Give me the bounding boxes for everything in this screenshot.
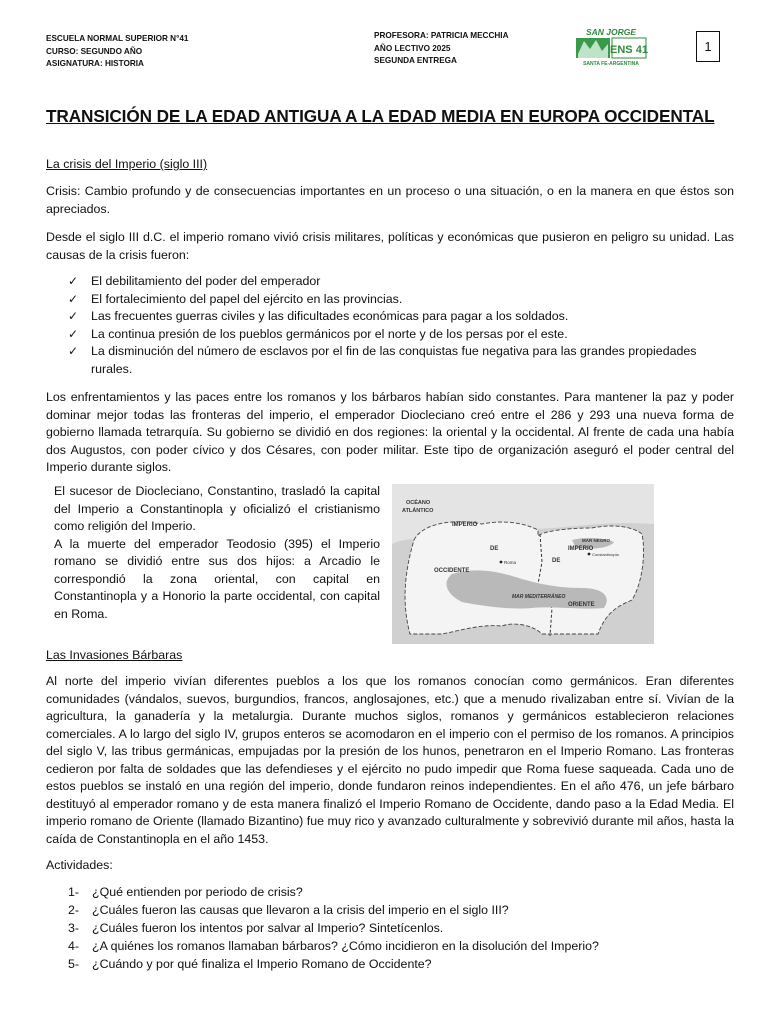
list-item bbox=[68, 937, 599, 955]
activities-list bbox=[68, 883, 599, 973]
list-item bbox=[68, 901, 599, 919]
map-label-black-sea: MAR NEGRO bbox=[582, 538, 610, 543]
checkmark-icon: ✓ bbox=[68, 274, 79, 288]
school-logo bbox=[574, 27, 648, 67]
map-label-west-1: IMPERIO bbox=[452, 522, 478, 528]
item-number: 1- bbox=[68, 885, 80, 899]
map-label-west-2: DE bbox=[490, 546, 499, 552]
header-school-info bbox=[46, 33, 188, 71]
delivery: SEGUNDA ENTREGA bbox=[374, 56, 457, 65]
cause-text: La continua presión de los pueblos germánicos por el norte y de los persas por el este. bbox=[91, 326, 568, 341]
question-text: ¿Cuáles fueron los intentos por salvar al Imperio? Sintetícenlos. bbox=[92, 921, 444, 935]
checkmark-icon: ✓ bbox=[68, 291, 79, 306]
map-label-west-3: OCCIDENTE bbox=[434, 568, 470, 574]
page-number: 1 bbox=[696, 31, 720, 62]
division-text-block bbox=[54, 483, 380, 623]
item-number: 5- bbox=[68, 957, 80, 971]
question-text: ¿A quiénes los romanos llamaban bárbaros? ¿Cómo incidieron en la disolución del Imperio? bbox=[92, 939, 599, 953]
item-number: 4- bbox=[68, 939, 80, 953]
cause-text: El debilitamiento del poder del emperador bbox=[91, 274, 321, 288]
map-label-rome: Roma bbox=[504, 560, 517, 565]
question-text: ¿Cuándo y por qué finaliza el Imperio Romano de Occidente? bbox=[92, 957, 432, 971]
item-number: 3- bbox=[68, 921, 80, 935]
division-paragraph: A la muerte del emperador Teodosio (395) el Imperio romano se dividió entre sus dos hijos: a Arcadio le correspondió la zona oriental, con capital en Constantinopla y a Honorio la parte occidental, con capital en Roma. bbox=[54, 536, 380, 621]
map-label-ocean-2: ATLÁNTICO bbox=[402, 508, 434, 514]
school-year: AÑO LECTIVO 2025 bbox=[374, 43, 451, 53]
school-name: ESCUELA NORMAL SUPERIOR N°41 bbox=[46, 34, 189, 43]
list-item bbox=[68, 919, 599, 937]
map-label-east-3: ORIENTE bbox=[568, 602, 595, 608]
cause-text: El fortalecimiento del papel del ejército en las provincias. bbox=[91, 291, 403, 306]
list-item bbox=[68, 273, 734, 291]
constantinople-marker bbox=[588, 553, 591, 556]
list-item bbox=[68, 883, 599, 901]
section-heading-crisis: La crisis del Imperio (siglo III) bbox=[46, 157, 208, 171]
tetrarchy-paragraph: Los enfrentamientos y las paces entre los romanos y los bárbaros habían sido constantes. Para mantener la paz y poder dominar mejor todas las fronteras del imperio, el emperador Diocleciano creó entre el 286 y 293 una nueva forma de gobierno llamada tetrarquía. Su gobierno se dividió en dos regiones: la oriental y la occidental. Al frente de cada una había dos Augustos, con poder cívico y dos Césares, con poder militar. Este tipo de organización aseguró el poder central del Imperio durante siglos. bbox=[46, 390, 734, 474]
rome-marker bbox=[500, 561, 503, 564]
logo-top-text: SAN JORGE bbox=[585, 27, 637, 37]
header-teacher-info bbox=[374, 30, 508, 68]
empire-division-map bbox=[392, 484, 654, 644]
activities-heading: Actividades: bbox=[46, 858, 113, 872]
list-item bbox=[68, 955, 599, 973]
list-item bbox=[68, 343, 734, 378]
question-text: ¿Qué entienden por periodo de crisis? bbox=[92, 885, 303, 899]
crisis-definition: Crisis: Cambio profundo y de consecuencias importantes en un proceso o una situación, o en la manera en que éstos son apreciados. bbox=[46, 184, 734, 216]
checkmark-icon: ✓ bbox=[68, 326, 79, 341]
question-text: ¿Cuáles fueron las causas que llevaron a la crisis del imperio en el siglo III? bbox=[92, 903, 509, 917]
map-label-mediterranean: MAR MEDITERRÁNEO bbox=[512, 594, 566, 600]
list-item bbox=[68, 308, 734, 326]
list-item bbox=[68, 291, 734, 309]
section-heading-invasions: Las Invasiones Bárbaras bbox=[46, 648, 183, 662]
logo-code: ENS 41 bbox=[610, 44, 648, 56]
subject: ASIGNATURA: HISTORIA bbox=[46, 59, 144, 68]
course: CURSO: SEGUNDO AÑO bbox=[46, 46, 143, 56]
checkmark-icon: ✓ bbox=[68, 309, 79, 323]
list-item bbox=[68, 326, 734, 344]
document-title: TRANSICIÓN DE LA EDAD ANTIGUA A LA EDAD MEDIA EN EUROPA OCCIDENTAL bbox=[46, 106, 715, 126]
logo-bottom-text: SANTA FE-ARGENTINA bbox=[583, 61, 639, 67]
map-label-ocean-1: OCÉANO bbox=[406, 500, 431, 506]
cause-text: Las frecuentes guerras civiles y las dificultades económicas para pagar a los soldados. bbox=[91, 309, 569, 323]
map-label-east-1: IMPERIO bbox=[568, 546, 594, 552]
checkmark-icon: ✓ bbox=[68, 344, 79, 358]
invasions-paragraph: Al norte del imperio vivían diferentes pueblos a los que los romanos conocían como germánicos. Eran diferentes comunidades (vándalos, suevos, burgundios, francos, anglosajones, etc.) que a menudo rivalizaban entre sí. Vivían de la agricultura, la ganadería y la metalurgia. Durante muchos siglos, romanos y germánicos establecieron relaciones comerciales. A lo largo del siglo IV, grupos enteros se acomodaron en el imperio con el permiso de los romanos. A principios del siglo V, las tribus germánicas, empujadas por la presión de los hunos, penetraron en el Imperio Romano. Las fronteras cedieron por falta de soldades que las defendieses y el ejército no pudo impedir que Roma fuese saqueada. Cada uno de estos pueblos se instaló en una región del imperio, donde fundaron reinos independientes. En el año 476, un jefe bárbaro destituyó al emperador romano y de esta manera finalizó el Imperio Romano de Occidente, dando paso a la Edad Media. El imperio romano de Oriente (llamado Bizantino) fue muy rico y avanzado culturalmente y sobrevivió durante mil años, hasta la caída de Constantinopla en el año 1453. bbox=[46, 674, 734, 846]
item-number: 2- bbox=[68, 903, 80, 917]
causes-list bbox=[68, 273, 734, 378]
map-label-constantinople: Constantinopla bbox=[592, 552, 619, 557]
crisis-intro: Desde el siglo III d.C. el imperio romano vivió crisis militares, políticas y económicas que pusieron en peligro su unidad. Las causas de la crisis fueron: bbox=[46, 230, 734, 262]
constantine-paragraph: El sucesor de Diocleciano, Constantino, trasladó la capital del Imperio a Constantinopla y oficializó el cristianismo como religión del Imperio. bbox=[54, 484, 380, 533]
map-label-east-2: DE bbox=[552, 558, 561, 564]
teacher: PROFESORA: PATRICIA MECCHIA bbox=[374, 31, 509, 40]
cause-text: La disminución del número de esclavos por el fin de las conquistas fue negativa para las grandes propiedades rurales. bbox=[91, 344, 697, 376]
